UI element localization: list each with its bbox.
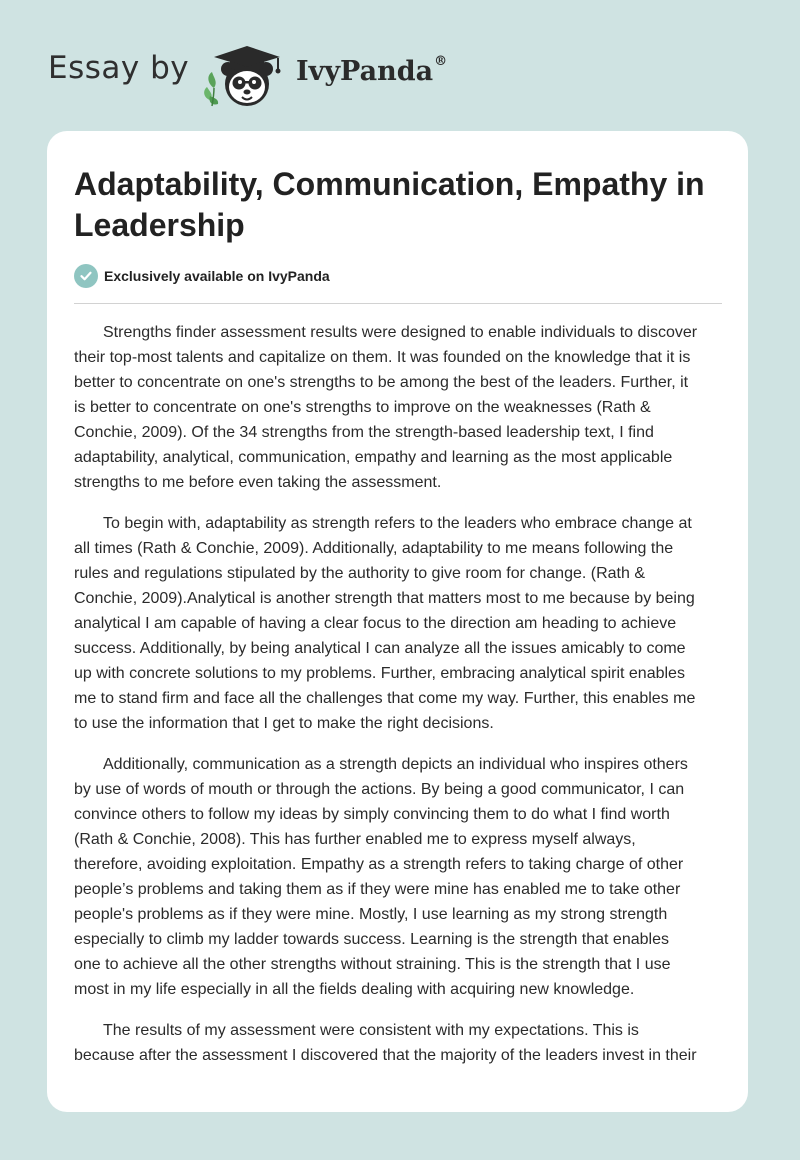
text-line: Conchie, 2009).Analytical is another strength that matters most to me because by being: [74, 590, 695, 607]
panda-logo-icon[interactable]: [200, 36, 294, 110]
text-line: me to stand firm and face all the challenges that come my way. Further, this enables me: [74, 690, 696, 707]
paragraph: [74, 1018, 724, 1068]
essay-by-label: Essay by: [48, 50, 190, 86]
paragraph: [74, 752, 724, 1002]
text-line: their top-most talents and capitalize on them. It was founded on the knowledge that it is: [74, 349, 691, 366]
exclusive-label: Exclusively available on IvyPanda: [104, 268, 330, 284]
check-badge-icon: [74, 264, 98, 288]
text-line: is better to concentrate on one's strengths to improve on the weaknesses (Rath &: [74, 399, 651, 416]
text-line: rules and regulations stipulated by the authority to give room for change. (Rath &: [74, 565, 645, 582]
text-line: one to achieve all the other strengths without straining. This is the strength that I use: [74, 956, 671, 973]
text-line: (Rath & Conchie, 2008). This has further enabled me to express myself always,: [74, 831, 636, 848]
text-line: people’s problems and taking them as if they were mine has enabled me to take other: [74, 881, 681, 898]
text-line: Additionally, communication as a strength depicts an individual who inspires others: [103, 756, 688, 773]
text-line: Strengths finder assessment results were designed to enable individuals to discover: [103, 324, 698, 341]
exclusive-badge: [74, 263, 330, 289]
text-line: To begin with, adaptability as strength refers to the leaders who embrace change at: [103, 515, 692, 532]
text-line: success. Additionally, by being analytical I can analyze all the issues amicably to come: [74, 640, 686, 657]
brand-text: IvyPanda: [296, 56, 434, 87]
text-line: better to concentrate on one's strengths to be among the best of the leaders. Further, it: [74, 374, 689, 391]
text-line: people's problems as if they were mine. Mostly, I use learning as my strong strength: [74, 906, 668, 923]
text-line: most in my life especially in all the fields dealing with acquiring new knowledge.: [74, 981, 635, 998]
text-line: therefore, avoiding exploitation. Empathy as a strength refers to taking charge of other: [74, 856, 684, 873]
text-line: especially to climb my ladder towards success. Learning is the strength that enables: [74, 931, 669, 948]
essay-body: [74, 320, 724, 1084]
paragraph: [74, 320, 724, 495]
text-line: by use of words of mouth or through the actions. By being a good communicator, I can: [74, 781, 685, 798]
text-line: analytical I am capable of having a clear focus to the direction am heading to achieve: [74, 615, 677, 632]
registered-mark: ®: [434, 54, 448, 69]
text-line: The results of my assessment were consistent with my expectations. This is: [103, 1022, 639, 1039]
essay-title: Adaptability, Communication, Empathy in Leadership: [74, 166, 705, 243]
text-line: to use the information that I get to make the right decisions.: [74, 715, 494, 732]
text-line: all times (Rath & Conchie, 2009). Additionally, adaptability to me means following the: [74, 540, 674, 557]
brand-name[interactable]: [296, 56, 447, 87]
paragraph: [74, 511, 724, 736]
text-line: convince others to follow my ideas by simply convincing them to do what I find worth: [74, 806, 670, 823]
text-line: adaptability, analytical, communication, empathy and learning as the most applicable: [74, 449, 673, 466]
site-header: [0, 0, 800, 120]
divider: [74, 303, 722, 304]
essay-card: [47, 131, 748, 1112]
text-line: because after the assessment I discovered that the majority of the leaders invest in their: [74, 1047, 697, 1064]
text-line: strengths to me before even taking the assessment.: [74, 474, 442, 491]
text-line: Conchie, 2009). Of the 34 strengths from the strength-based leadership text, I find: [74, 424, 654, 441]
text-line: up with concrete solutions to my problems. Further, embracing analytical spirit enables: [74, 665, 685, 682]
